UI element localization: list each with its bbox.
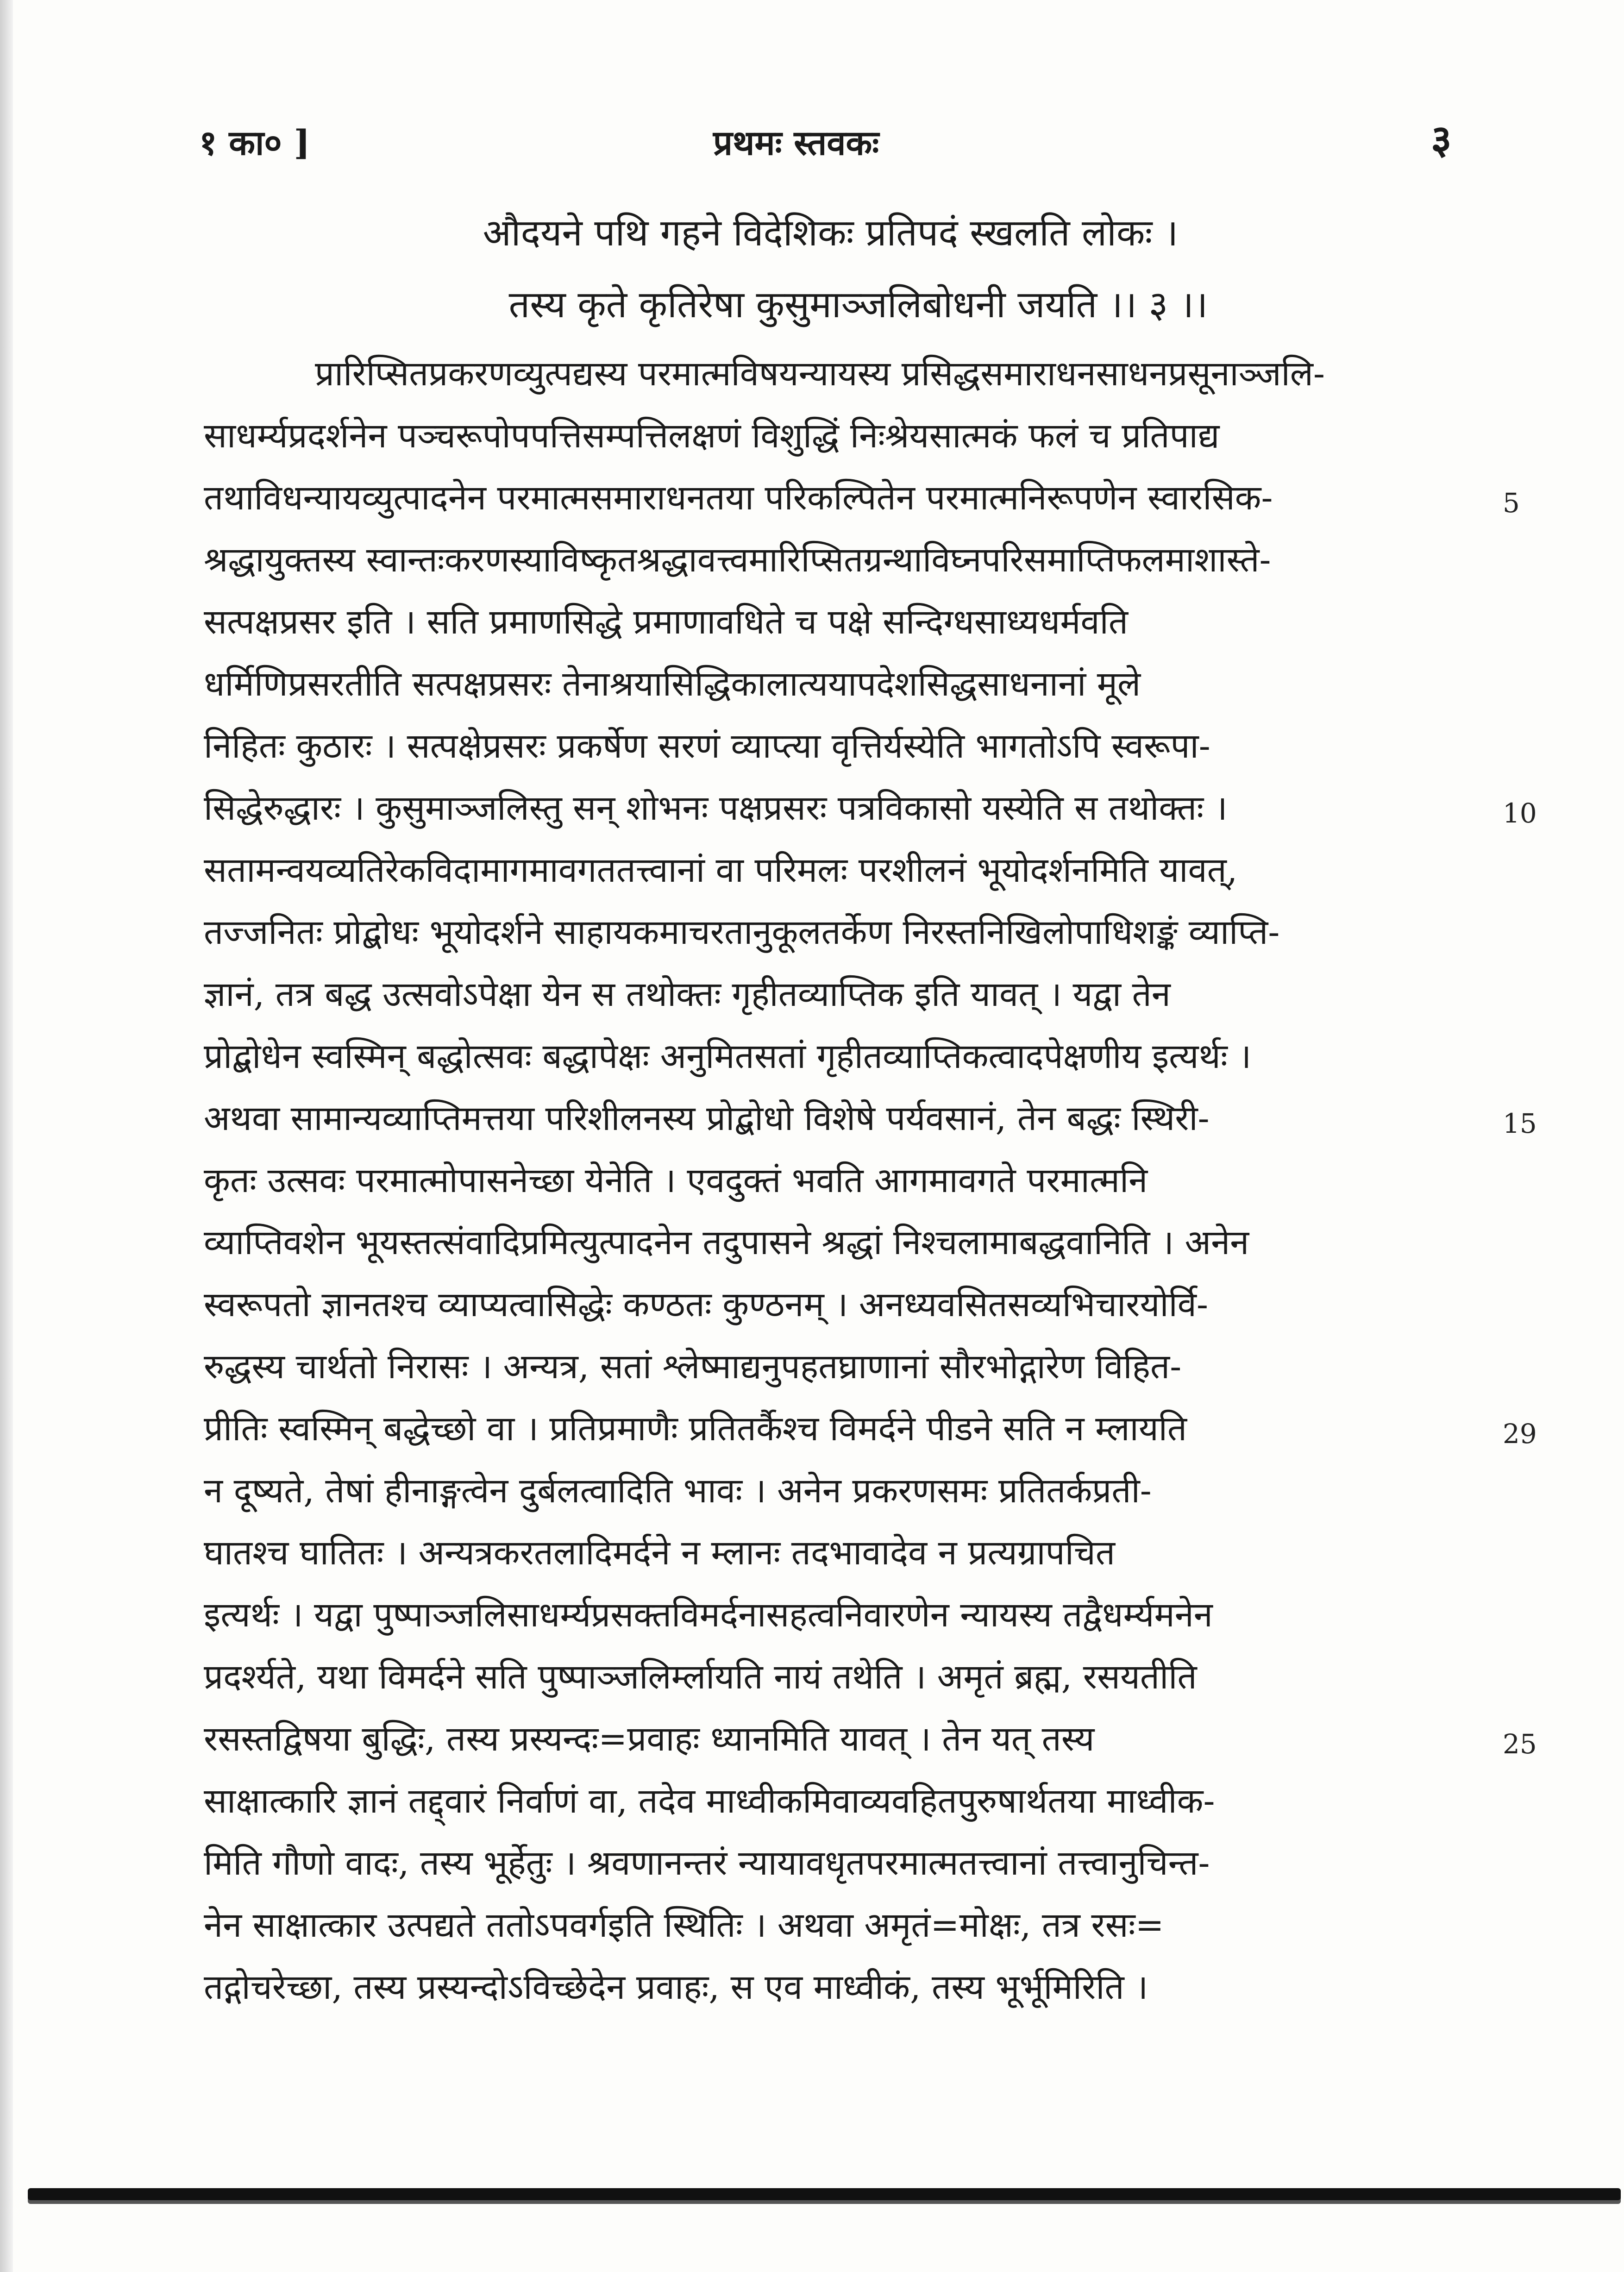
verse-line-2: तस्य कृते कृतिरेषा कुसुमाञ्जलिबोधनी जयति ।। ३ ।। [508,283,1208,326]
commentary-line: अथवा सामान्यव्याप्तिमत्तया परिशीलनस्य प्रोद्बोधो विशेषे पर्यवसानं, तेन बद्धः स्थिरी- [204,1098,1210,1138]
commentary-line: धर्मिणिप्रसरतीति सत्पक्षप्रसरः तेनाश्रयासिद्धिकालात्ययापदेशसिद्धसाधनानां मूले [204,664,1141,704]
commentary-line: कृतः उत्सवः परमात्मोपासनेच्छा येनेति । एवदुक्तं भवति आगमावगते परमात्मनि [204,1161,1148,1200]
running-title: प्रथमः स्तवकः [713,123,879,163]
line-number: 15 [1503,1108,1537,1139]
line-number: 5 [1503,487,1520,519]
commentary-line: स्वरूपतो ज्ञानतश्च व्याप्यत्वासिद्धेः कण्ठतः कुण्ठनम् । अनध्यवसितसव्यभिचारयोर्वि- [204,1285,1208,1324]
commentary-line: निहितः कुठारः । सत्पक्षेप्रसरः प्रकर्षेण सरणं व्याप्त्या वृत्तिर्यस्येति भागतोऽपि स्वरूपा- [204,726,1210,766]
commentary-line: रसस्तद्विषया बुद्धिः, तस्य प्रस्यन्दः=प्रवाहः ध्यानमिति यावत् । तेन यत् तस्य [204,1719,1095,1759]
commentary-body [204,343,1491,2018]
commentary-line: सत्पक्षप्रसर इति । सति प्रमाणसिद्धे प्रमाणावधिते च पक्षे सन्दिग्धसाध्यधर्मवति [204,602,1128,642]
binding-edge [0,0,13,2272]
commentary-line: व्याप्तिवशेन भूयस्तत्संवादिप्रमित्युत्पादनेन तदुपासने श्रद्धां निश्चलामाबद्धवानिति । अनेन [204,1223,1249,1262]
line-number: 10 [1503,797,1537,829]
commentary-line: घातश्च घातितः । अन्यत्रकरतलादिमर्दने न म्लानः तदभावादेव न प्रत्यग्रापचित [204,1533,1116,1573]
commentary-line: इत्यर्थः । यद्वा पुष्पाञ्जलिसाधर्म्यप्रसक्तविमर्दनासहत्वनिवारणेन न्यायस्य तद्वैधर्म्यमनेन [204,1595,1213,1635]
page-number: ३ [1431,116,1452,163]
commentary-line: साधर्म्यप्रदर्शनेन पञ्चरूपोपपत्तिसम्पत्तिलक्षणं विशुद्धिं निःश्रेयसात्मकं फलं च प्रतिपाद्य [204,416,1220,456]
commentary-line: प्रारिप्सितप्रकरणव्युत्पद्यस्य परमात्मविषयन्यायस्य प्रसिद्धसमाराधनसाधनप्रसूनाञ्जलि- [315,354,1325,394]
commentary-line: साक्षात्कारि ज्ञानं तद्द्वारं निर्वाणं वा, तदेव माध्वीकमिवाव्यवहितपुरुषार्थतया माध्वीक- [204,1781,1215,1821]
commentary-line: मिति गौणो वादः, तस्य भूर्हेतुः । श्रवणानन्तरं न्यायावधृतपरमात्मतत्त्वानां तत्त्वानुचिन्त- [204,1843,1210,1883]
commentary-line: तज्जनितः प्रोद्बोधः भूयोदर्शने साहायकमाचरतानुकूलतर्केण निरस्तनिखिलोपाधिशङ्कं व्याप्ति- [204,912,1280,952]
commentary-line: प्रदर्श्यते, यथा विमर्दने सति पुष्पाञ्जलिर्म्लायति नायं तथेति । अमृतं ब्रह्म, रसयतीति [204,1657,1197,1697]
commentary-line: श्रद्धायुक्तस्य स्वान्तःकरणस्याविष्कृतश्रद्धावत्त्वमारिप्सितग्रन्थाविघ्नपरिसमाप्तिफलमाशास्ते- [204,540,1271,580]
commentary-line: प्रोद्बोधेन स्वस्मिन् बद्धोत्सवः बद्धापेक्षः अनुमितसतां गृहीतव्याप्तिकत्वादपेक्षणीय इत्यर्थः । [204,1036,1252,1076]
line-number: 25 [1503,1728,1537,1760]
commentary-line: सतामन्वयव्यतिरेकविदामागमावगततत्त्वानां वा परिमलः परशीलनं भूयोदर्शनमिति यावत्, [204,850,1238,890]
commentary-line: तथाविधन्यायव्युत्पादनेन परमात्मसमाराधनतया परिकल्पितेन परमात्मनिरूपणेन स्वारसिक- [204,478,1273,518]
section-label: १ का० ] [199,123,310,163]
commentary-line: रुद्धस्य चार्थतो निरासः । अन्यत्र, सतां श्लेष्माद्यनुपहतघ्राणानां सौरभोद्गारेण विहित- [204,1347,1182,1387]
commentary-line: प्रीतिः स्वस्मिन् बद्धेच्छो वा । प्रतिप्रमाणैः प्रतितर्कैश्च विमर्दने पीडने सति न म्लायति [204,1409,1187,1449]
line-number: 29 [1503,1418,1537,1450]
commentary-line: नेन साक्षात्कार उत्पद्यते ततोऽपवर्गइति स्थितिः । अथवा अमृतं=मोक्षः, तत्र रसः= [204,1905,1164,1945]
bottom-rule [28,2188,1621,2200]
verse-line-1: औदयने पथि गहने विदेशिकः प्रतिपदं स्खलति लोकः । [483,211,1179,254]
commentary-line: ज्ञानं, तत्र बद्ध उत्सवोऽपेक्षा येन स तथोक्तः गृहीतव्याप्तिक इति यावत् । यद्वा तेन [204,974,1171,1014]
commentary-line: न दूष्यते, तेषां हीनाङ्गत्वेन दुर्बलत्वादिति भावः । अनेन प्रकरणसमः प्रतितर्कप्रती- [204,1471,1152,1511]
commentary-line: सिद्धेरुद्धारः । कुसुमाञ्जलिस्तु सन् शोभनः पक्षप्रसरः पत्रविकासो यस्येति स तथोक्तः । [204,788,1228,828]
commentary-line: तद्गोचरेच्छा, तस्य प्रस्यन्दोऽविच्छेदेन प्रवाहः, स एव माध्वीकं, तस्य भूर्भूमिरिति । [204,1967,1148,2007]
